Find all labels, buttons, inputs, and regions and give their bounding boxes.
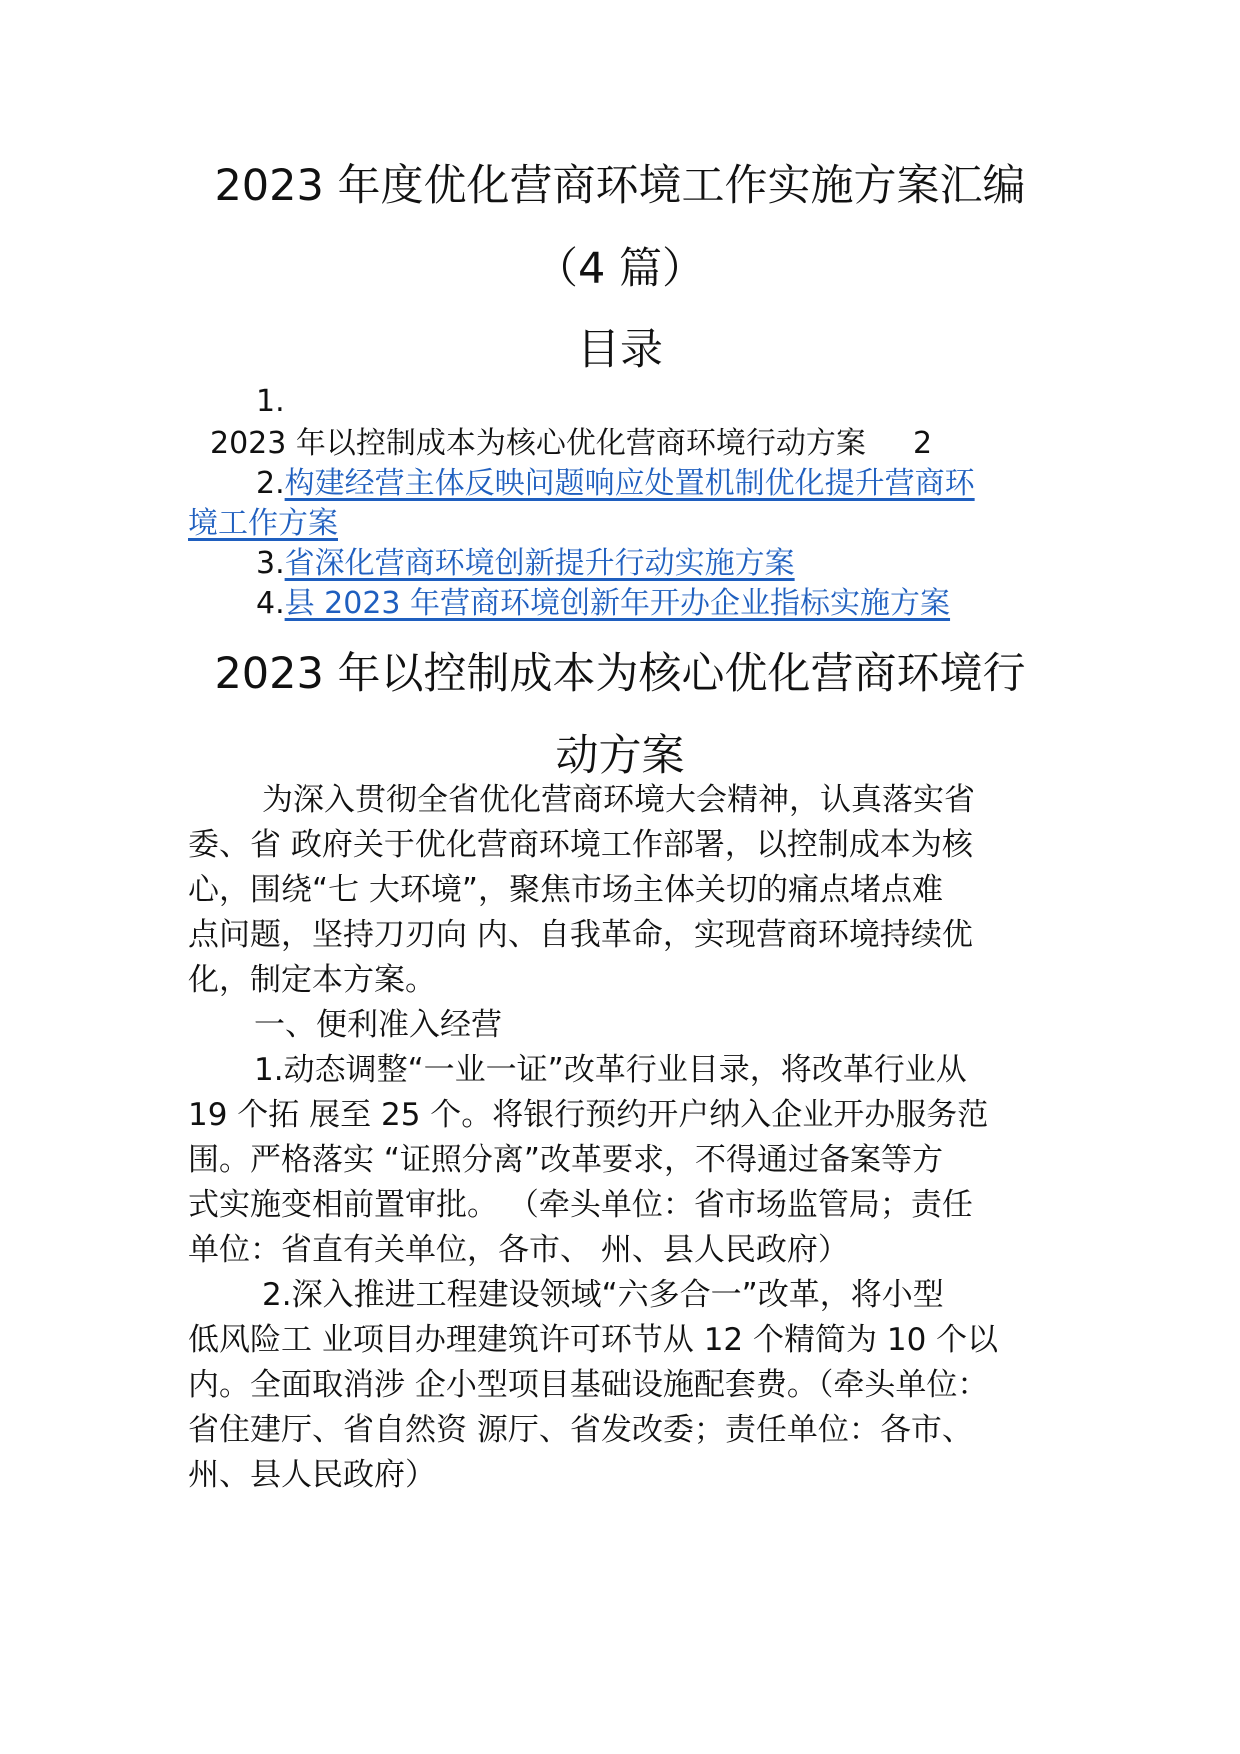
toc-item-2[interactable] bbox=[256, 462, 975, 506]
toc-item-1-text: 2023 年以控制成本为核心优化营商环境行动方案 bbox=[210, 426, 866, 461]
toc-item-1-number: 1. bbox=[256, 384, 285, 419]
intro-line: 点问题，坚持刀刃向 内、自我革命，实现营商环境持续优 bbox=[188, 917, 973, 953]
toc-item-2-continued[interactable] bbox=[188, 502, 338, 546]
item-1-line: 1.动态调整“一业一证”改革行业目录，将改革行业从 bbox=[254, 1052, 967, 1088]
document-subtitle: （4 篇） bbox=[534, 244, 706, 294]
item-1-line: 围。严格落实 “证照分离”改革要求，不得通过备案等方 bbox=[188, 1142, 943, 1178]
toc-item-2-number: 2. bbox=[256, 466, 285, 501]
item-2-line: 内。全面取消涉 企小型项目基础设施配套费。（牵头单位： bbox=[188, 1367, 989, 1403]
section-heading-1: 一、便利准入经营 bbox=[254, 1007, 502, 1043]
toc-item-1[interactable] bbox=[210, 422, 932, 466]
item-1-line: 式实施变相前置审批。 （牵头单位：省市场监管局；责任 bbox=[188, 1187, 973, 1223]
item-2-line: 低风险工 业项目办理建筑许可环节从 12 个精简为 10 个以 bbox=[188, 1322, 999, 1358]
toc-item-4-link[interactable]: 县 2023 年营商环境创新年开办企业指标实施方案 bbox=[284, 586, 951, 621]
intro-line: 化，制定本方案。 bbox=[188, 962, 436, 998]
intro-line: 为深入贯彻全省优化营商环境大会精神，认真落实省 bbox=[262, 782, 975, 818]
item-2-line: 2.深入推进工程建设领域“六多合一”改革，将小型 bbox=[262, 1277, 944, 1313]
intro-line: 委、省 政府关于优化营商环境工作部署，以控制成本为核 bbox=[188, 827, 973, 863]
item-2-line: 州、县人民政府） bbox=[188, 1457, 436, 1493]
toc-item-3[interactable] bbox=[256, 542, 795, 586]
toc-item-4[interactable] bbox=[256, 582, 950, 626]
toc-item-3-number: 3. bbox=[256, 546, 285, 581]
toc-item-2-link[interactable]: 构建经营主体反映问题响应处置机制优化提升营商环 bbox=[284, 466, 975, 501]
toc-heading: 目录 bbox=[577, 325, 663, 375]
item-1-line: 19 个拓 展至 25 个。将银行预约开户纳入企业开办服务范 bbox=[188, 1097, 989, 1133]
toc-item-3-link[interactable]: 省深化营商环境创新提升行动实施方案 bbox=[284, 546, 795, 581]
document-title: 2023 年度优化营商环境工作实施方案汇编 bbox=[214, 161, 1026, 211]
toc-item-1-page: 2 bbox=[912, 426, 933, 461]
section-title-continued: 动方案 bbox=[555, 731, 685, 781]
item-2-line: 省住建厅、省自然资 源厅、省发改委；责任单位：各市、 bbox=[188, 1412, 973, 1448]
item-1-line: 单位：省直有关单位，各市、 州、县人民政府） bbox=[188, 1232, 849, 1268]
toc-item-4-number: 4. bbox=[256, 586, 285, 621]
intro-line: 心，围绕“七 大环境”，聚焦市场主体关切的痛点堵点难 bbox=[188, 872, 943, 908]
section-title: 2023 年以控制成本为核心优化营商环境行 bbox=[214, 649, 1026, 699]
toc-item-2-link-continued[interactable]: 境工作方案 bbox=[188, 506, 338, 541]
